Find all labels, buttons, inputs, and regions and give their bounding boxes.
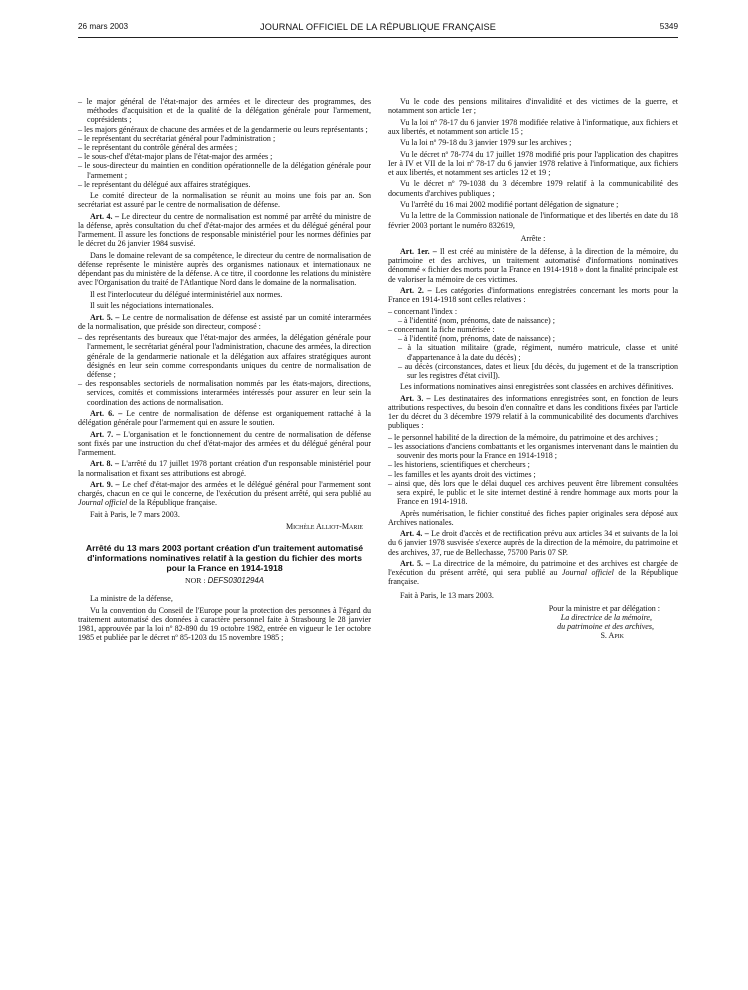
committee-composition-list — [78, 333, 371, 407]
article-label: Art. 5. – — [90, 312, 120, 322]
fait-a-paris: Fait à Paris, le 13 mars 2003. — [400, 590, 494, 600]
arrete-heading: Arrête : — [520, 233, 546, 243]
list-item: – le représentant du délégué aux affaires stratégiques. — [78, 179, 251, 189]
list-item: – à la situation militaire (grade, régiment, numéro matricule, classe et unité d'appartenance à la date du décès) ; — [398, 343, 678, 362]
paragraph: Il est l'interlocuteur du délégué interministériel aux normes. — [90, 289, 283, 299]
article-label: Art. 3. – — [400, 393, 431, 403]
page-header — [78, 22, 678, 36]
article-label: Art. 1er. – — [400, 246, 437, 256]
list-item: – les associations d'anciens combattants et les organismes intervenant dans le maintien du souvenir des morts pour la France en 1914-1918 ; — [388, 441, 678, 461]
article-label: Art. 9. – — [90, 479, 120, 489]
signature-line: du patrimoine et des archives, — [557, 622, 654, 632]
header-date: 26 mars 2003 — [78, 22, 129, 31]
journal-officiel: Journal officiel — [561, 568, 614, 578]
visa: Vu la lettre de la Commission nationale de l'informatique et des libertés en date du 18 février 2003 portant le numéro 832619, — [388, 211, 678, 230]
categories-list — [388, 307, 678, 381]
article-5: Art. 5. – La directrice de la mémoire, du patrimoine et des archives est chargée de l'exécution du présent arrêté, qui sera publié au Journal officiel de la République française. — [388, 558, 679, 587]
signature: Michèle Alliot-Marie — [285, 521, 363, 531]
paragraph: Les informations nominatives ainsi enregistrées sont classées en archives définitives. — [400, 382, 674, 392]
header-title: JOURNAL OFFICIEL DE LA RÉPUBLIQUE FRANÇAISE — [260, 22, 496, 32]
visa: Vu la loi nº 79-18 du 3 janvier 1979 sur les archives ; — [400, 138, 572, 148]
visa: Vu le décret nº 79-1038 du 3 décembre 1979 relatif à la communicabilité des documents d'archives publiques ; — [388, 179, 678, 198]
article-9: Art. 9. – Le chef d'état-major des armées et le délégué général pour l'armement sont chargés, chacun en ce qui le concerne, de l'exécution du présent arrêté, qui sera publié au Journal officiel de la République française. — [78, 479, 372, 508]
article-label: Art. 6. – — [90, 409, 123, 418]
list-item: – le personnel habilité de la direction de la mémoire, du patrimoine et des archives ; — [388, 432, 658, 442]
article-label: Art. 8. – — [90, 459, 120, 469]
list-item: – les historiens, scientifiques et chercheurs ; — [388, 460, 530, 470]
article-label: Art. 4. – — [90, 211, 120, 221]
paragraph: Après numérisation, le fichier constitué des fiches papier originales sera déposé aux Archives nationales. — [388, 508, 678, 527]
left-column — [78, 97, 371, 645]
list-item: – concernant l'index : — [388, 306, 458, 316]
right-column — [388, 97, 678, 641]
list-item: – le major général de l'état-major des armées et le directeur des programmes, des méthodes d'acquisition et de la qualité de la délégation générale pour l'armement, coprésidents ; — [78, 97, 371, 125]
journal-officiel: Journal officiel — [78, 498, 128, 508]
list-item: – des représentants des bureaux que l'état-major des armées, la délégation générale pour l'armement, le secrétariat général pour l'administration, chacune des armées, la direction générale de la gendarmerie nationale et la délégation aux affaires stratégiques auront désignés en leur sein comme correspondants uniques du centre de normalisation de défense ; — [78, 333, 371, 379]
ministre: La ministre de la défense, — [90, 594, 173, 604]
paragraph: Il suit les négociations internationales. — [90, 301, 214, 311]
paragraph: Dans le domaine relevant de sa compétence, le directeur du centre de normalisation de défense représente le ministère auprès des organismes nationaux et internationaux ne dépendant pas du ministère de la défense. A ce titre, il coordonne les relations du ministère avec l'Organisation du traité de l'Atlantique Nord dans le domaine de la normalisation. — [78, 250, 371, 288]
list-item: – à l'identité (nom, prénoms, date de naissance) ; — [398, 315, 555, 325]
article-4: Art. 4. – Le droit d'accès et de rectification prévu aux articles 34 et suivants de la loi du 6 janvier 1978 susvisée s'exerce auprès de la direction de la mémoire, du patrimoine et des archives, 37, rue de Bellechasse, 75700 Paris 07 SP. — [388, 529, 679, 557]
article-2: Art. 2. – Les catégories d'informations enregistrées concernant les morts pour la France en 1914-1918 sont celles relatives : — [388, 285, 679, 305]
article-label: Art. 4. – — [400, 529, 429, 539]
recipients-list — [388, 433, 678, 507]
committee-members-list — [78, 97, 371, 189]
list-item: – les familles et les ayants droit des victimes ; — [388, 469, 536, 479]
paragraph-comite: Le comité directeur de la normalisation se réunit au moins une fois par an. Son secrétariat est assuré par le centre de normalisation de défense. — [78, 191, 371, 210]
article-label: Art. 2. – — [400, 285, 432, 295]
visa: Vu le code des pensions militaires d'invalidité et des victimes de la guerre, et notamment son article 1er ; — [388, 97, 678, 116]
article-4: Art. 4. – Le directeur du centre de normalisation est nommé par arrêté du ministre de la défense, après consultation du chef d'état-major des armées et du délégué général pour l'armement. Il assure les fonctions de responsable ministériel pour les normes définies par le décret du 26 janvier 1984 susvisé. — [78, 211, 372, 249]
article-6: Art. 6. – Le centre de normalisation de défense est organiquement rattaché à la délégation générale pour l'armement qui en assure le soutien. — [78, 409, 372, 428]
article-5: Art. 5. – Le centre de normalisation de défense est assisté par un comité interarmées de la normalisation, que préside son directeur, composé : — [78, 312, 371, 331]
list-item: – concernant la fiche numérisée : — [388, 324, 495, 334]
list-item: – ainsi que, dès lors que le délai duquel ces archives peuvent être librement consultées sera expiré, le public et le site internet destiné à rendre hommage aux morts pour la France en 1914-1918. — [388, 478, 678, 507]
list-item: – le sous-directeur du maintien en condition opérationnelle de la délégation générale pour l'armement ; — [78, 161, 371, 180]
list-item: – les majors généraux de chacune des armées et de la gendarmerie ou leurs représentants ; — [78, 124, 368, 134]
article-7: Art. 7. – L'organisation et le fonctionnement du centre de normalisation de défense sont fixés par une instruction du chef d'état-major des armées et du délégué général pour l'armement. — [78, 429, 371, 457]
list-item: – le sous-chef d'état-major plans de l'état-major des armées ; — [78, 152, 273, 162]
visa: Vu la loi nº 78-17 du 6 janvier 1978 modifiée relative à l'informatique, aux fichiers et aux libertés, et notamment son article 15 ; — [388, 117, 678, 136]
visa: Vu l'arrêté du 16 mai 2002 modifié portant délégation de signature ; — [400, 199, 619, 209]
list-item: – le représentant du secrétariat général pour l'administration ; — [78, 133, 276, 143]
list-item: – le représentant du contrôle général des armées ; — [78, 143, 238, 153]
article-label: Art. 7. – — [90, 429, 121, 439]
signature-block — [388, 604, 660, 641]
signature-line: Pour la ministre et par délégation : — [548, 603, 660, 613]
nor-reference: NOR : DEFS0301294A — [185, 576, 264, 586]
header-rule — [78, 37, 678, 38]
article-8: Art. 8. – L'arrêté du 17 juillet 1978 portant création d'un responsable ministériel pour la normalisation et fixant ses attributions est abrogé. — [78, 459, 371, 478]
header-page-number: 5349 — [659, 22, 678, 31]
visa: Vu le décret nº 78-774 du 17 juillet 1978 modifié pris pour l'application des chapitres Ier à IV et VII de la loi nº 78-17 du 6 janvier 1978 relative à l'informatique, aux fichiers et aux libertés, et notamment ses articles 12 et 19 ; — [388, 149, 678, 177]
list-item: – au décès (circonstances, dates et lieux [du décès, du jugement et de la transcription sur les registres d'état civil]). — [398, 361, 679, 380]
article-label: Art. 5. – — [400, 558, 430, 568]
list-item: – à l'identité (nom, prénoms, date de naissance) ; — [398, 334, 555, 344]
article-3: Art. 3. – Les destinataires des informations enregistrées sont, en fonction de leurs attributions respectives, du besoin d'en connaître et dans les conditions fixées par l'article 1er du décret du 3 décembre 1979 relatif à la communicabilité des documents d'archives publiques : — [388, 393, 678, 431]
fait-a-paris: Fait à Paris, le 7 mars 2003. — [90, 509, 180, 519]
article-1: Art. 1er. – Il est créé au ministère de la défense, à la direction de la mémoire, du patrimoine et des archives, un traitement automatisé d'informations nominatives dénommé « fichier des morts pour la France en 1914-1918 » dont la finalité principale est de valoriser la mémoire de ces victimes. — [388, 246, 678, 284]
visa: Vu la convention du Conseil de l'Europe pour la protection des personnes à l'égard du traitement automatisé des données à caractère personnel faite à Strasbourg le 28 janvier 1981, approuvée par la loi nº 82-890 du 19 octobre 1982, entrée en vigueur le 1er octobre 1985 et publiée par le décret nº 85-1203 du 15 novembre 1985 ; — [78, 605, 371, 643]
list-item: – des responsables sectoriels de normalisation nommés par les états-majors, directions, services, comités et commissions interarmées intéressés pour assurer en leur sein la coordination des actions de normalisation. — [78, 379, 371, 407]
signature-name: S. Apik — [600, 631, 624, 641]
arrete-title: Arrêté du 13 mars 2003 portant création d'un traitement automatisé d'informations nominatives relatif à la gestion du fichier des morts pour la France en 1914-1918 — [85, 543, 364, 574]
signature-line: La directrice de la mémoire, — [560, 612, 652, 622]
